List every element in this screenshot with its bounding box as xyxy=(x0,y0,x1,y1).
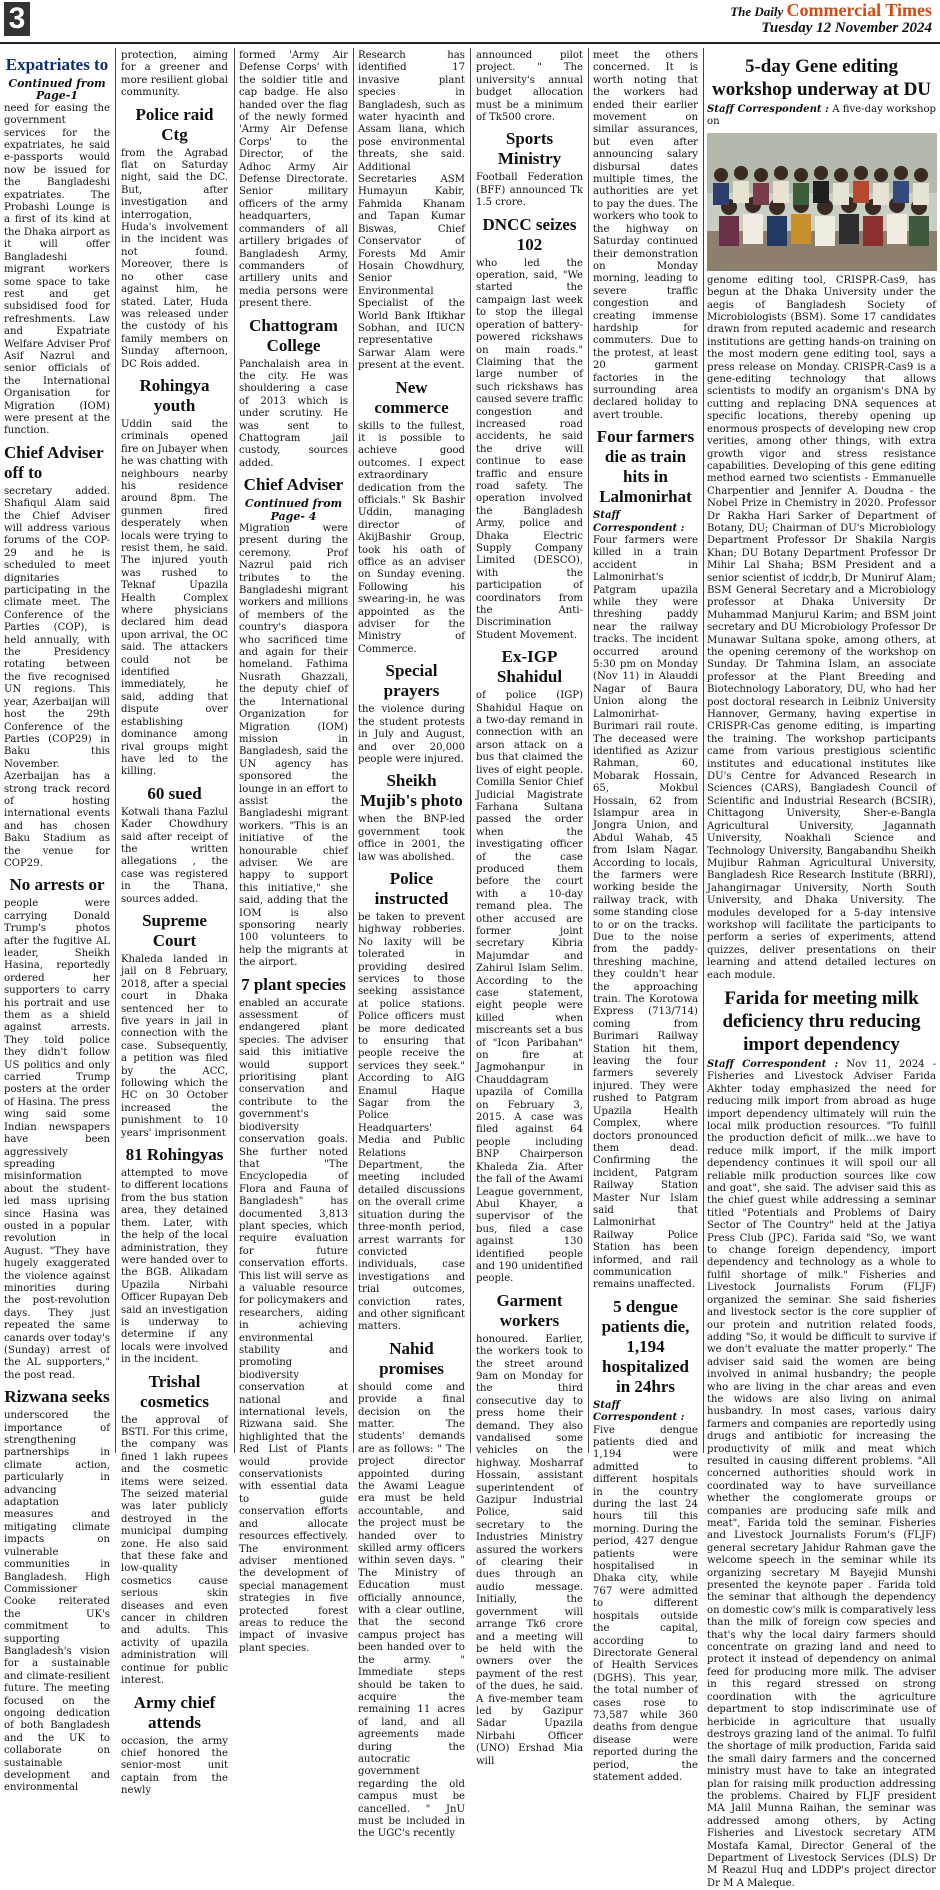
article-text: Migration were present during the ceremony. Prof Nazrul paid rich tributes to the Bangladeshi migrant workers and millions of members of the country's diaspora who sacrificed time and again for their homeland. Fathima Nusrath Ghazzali, the deputy chief of the International Organization for Migration (IOM) mission in Bangladesh, said the UN agency has sponsored the lounge in an effort to assist the Bangladeshi migrant workers. "This is an initiative of the honourable chief adviser. We are happy to support this initiative," she said, adding that the IOM is also sponsoring nearly 100 volunteers to help the migrants at the airport. xyxy=(239,523,348,969)
article-text: skills to the fullest, it is possible to achieve good outcomes. I expect extraordinary dedication from the officials." Sk Bashir Uddin, managing director of AkijBashir Group, took his oath of office as an adviser on Sunday evening. Following his swearing-in, he was appointed as the adviser for the Ministry of Commerce. xyxy=(358,420,465,655)
article-text: Nov 11, 2024 - Fisheries and Livestock Adviser Farida Akhter today emphasized the need for reducing milk import from abroad as huge import dependency ultimately will ruin the local milk production resources. "To fulfill the production deficit of milk…we have to reduce milk import, if the milk import dependency continues it will spoil our all reliable milk production sources like cow and goat", she said. The adviser said this as the chief guest while addressing a seminar titled "Potentials and Problems of Dairy Sector of The Country" held at the Jatiya Press Club (JPC). Farida said "So, we want to change foreign dependency, import dependency and technology as a whole to fulfil shortage of milk." Fisheries and Livestock Journalists Forum (FLJF) organized the seminar. She said fisheries and livestock sector is the core supplier of our protein and nutrition related foods, adding "So, it would be difficult to survive if we don't evaluate the matter properly." The adviser said said the women are being involved in animal husbandry; the people who are living in the char areas and even the widows are also living on animal husbandry. In most cases, various dairy farmers and companies are reportedly using drugs and antibiotic for increasing the productivity of milk and meat which resulted in causing different problems. "All concerned authorities should work in coordinated way to have surveillance whether the conglomerate groups or companies are producing safe milk and meat", Farida told the seminar. Fisheries and Livestock Journalists Forum's (FLJF) general secretary Jahidur Rahman gave the welcome speech in the seminar while its organizing secretary M Bayejid Munshi presented the keynote paper . Farida told the seminar that although the dependency on domestic cow's milk is comparatively less than the milk of foreign cow species and that's why the local dairy farmers should concentrate on grazing land and need to protect it instead of dependency on animal feed for producing more milk. The adviser in this regard stressed on strong coordination with the agriculture department to stop indiscriminate use of herbicide in agriculture that usually destroys grazing land of the animal. To fulfil the shortage of milk production, Farida said the small dairy farmers and the concerned ministry must have to take an integrated plan for raising milk production addressing the problems. Chaired by FLJF president MA Jalil Munna Raihan, the seminar was addressed among others, by Acting Fisheries and Livestock secretary ATM Mostafa Kamal, Director General of the Department of Livestock Services (DLS) Dr M Reazul Huq and LDDP's project director Dr M A Maleque. xyxy=(707,1058,937,1889)
headline-four-farmers-die[interactable]: Four farmers die as train hits in Lalmonirhat xyxy=(596,427,695,507)
headline-rohingya-youth[interactable]: Rohingya youth xyxy=(139,375,210,415)
headline-dengue-patients[interactable]: 5 dengue patients die, 1,194 hospitalized in 24hrs xyxy=(601,1296,690,1396)
brand-the-daily: The Daily xyxy=(730,4,784,19)
article-text: honoured. Earlier, the workers took to the street around 9am on Monday for the third consecutive day to press home their demand. They also vandalised some vehicles on the highway. Mosharraf Hossain, assistant superintendent of Gazipur Industrial Police, said secretary to the Industries Ministry assured the workers of clearing their dues through an audio message. Initially, the government will arrange Tk6 crore and a meeting will be held with the owners over the payment of the rest of the dues, he said. A five-member team led by Gazipur Sadar Upazila Nirbahi Officer (UNO) Ershad Mia will xyxy=(476,1333,583,1767)
article-text: attempted to move to different locations from the bus station area, they detained them. Later, with the help of the local administration, they were handed over to the BGB. Alikadam Upazila Nirbahi Officer Rupayan Deb said an investigation is underway to determine if any locals were involved in the incident. xyxy=(121,1168,228,1366)
headline-army-chief-attends[interactable]: Army chief attends xyxy=(133,1692,216,1732)
article-text: of police (IGP) Shahidul Haque on a two-day remand in connection with an arson attack on a bus that claimed the lives of eight people. Comilla Senior Chief Judicial Magistrate Farhana Sultana passed the order when the investigating officer of the case produced them before the court with a 10-day remand plea. The other accused are former joint secretary Kibria Majumdar and Zahirul Islam Selim. According to the case statement, eight people were killed when miscreants set a bus of "Icon Paribahan" on fire at Jagmohanpur in Chauddagram upazila of Comilla on February 3, 2015. A case was filed against 64 people including BNP Chairperson Khaleda Zia. After the fall of the Awami League government, Abul Khayer, a supervisor of the bus, filed a case against 130 identified people and 190 unidentified people. xyxy=(476,690,583,1285)
article-text: Panchalaish area in the city. He was shouldering a case of 2013 which is under scrutiny. He was sent to Chattogram jail custody, sources added. xyxy=(239,358,348,469)
headline-chief-adviser[interactable]: Chief Adviser xyxy=(243,475,344,495)
column-7 xyxy=(707,50,937,1889)
article-text: from the Agrabad flat on Saturday night, said the DC. But, after investigation and interrogation, Huda's involvement in the incident was not found. Moreover, there is no other case against him, he stated. Later, Huda was released under the custody of his family members on Sunday afternoon, DC Rois added. xyxy=(121,147,228,370)
continued-note: Continued from Page- 4 xyxy=(244,497,343,523)
article-text: Khaleda landed in jail on 8 February, 2018, after a special court in Dhaka sentenced her to five years in jail in connection with the case. Subsequently, a petition was filed by the ACC, following which the HC on 30 October increased the punishment to 10 years' imprisonment xyxy=(121,953,228,1139)
headline-ex-igp-shahidul[interactable]: Ex-IGP Shahidul xyxy=(496,647,563,687)
article-text: Kotwali thana Fazlul Kader Chowdhury said after receipt of the written allegations , the case was registered in the Thana, sources added. xyxy=(121,806,228,905)
newspaper-brand xyxy=(730,0,932,21)
article-text: need for easing the government services for the expatriates, he said e-passports would now be issued for the Bangladeshi expatriates. The Probashi Lounge is a first of its kind at the Dhaka airport as it will offer Bangladeshi migrant workers some space to take rest and get subsidised food for refreshments. Law and Expatriate Welfare Adviser Prof Asif Nazrul and senior officials of the International Organisation for Migration (IOM) were present at the function. xyxy=(4,102,110,437)
column-1 xyxy=(4,50,110,1794)
page-number: 3 xyxy=(4,2,30,36)
headline-81-rohingyas[interactable]: 81 Rohingyas xyxy=(125,1145,224,1165)
brand-commercial-times: Commercial Times xyxy=(786,0,932,20)
article-text: protection, aiming for a greener and more resilient global community. xyxy=(121,50,228,99)
headline-special-prayers[interactable]: Special prayers xyxy=(383,661,440,701)
article-text: Four farmers were killed in a train accident in Lalmonirhat's Patgram upazila while they were threshing paddy near the railway tracks. The incident occurred around 5:30 pm on Monday (Nov 11) in Alauddi Nagar of Baura Union along the Lalmonirhat-Burimari rail route. The deceased were identified as Azizur Rahman, 60, Mobarak Hossain, 65, Mokbul Hossain, 62 from Islampur area in Jongra Union, and Abdul Wahab, 45 from Islam Nagar. According to locals, the farmers were working beside the railway track, with some standing close to or on the tracks. Due to the noise from the paddy-threshing machine, they couldn't hear the approaching train. The Korotowa Express (713/714) coming from Burimari Railway Station hit them, leaving the four farmers severely injured. They were rushed to Patgram Upazila Health Complex, where doctors pronounced them dead. Confirming the incident, Patgram Railway Station Master Nur Islam said that Lalmonirhat Railway Police Station has been informed, and rail communication remains unaffected. xyxy=(593,535,698,1291)
masthead xyxy=(0,0,940,44)
article-text: when the BNP-led government took office in 2001, the law was abolished. xyxy=(358,814,465,863)
issue-date: Tuesday 12 November 2024 xyxy=(761,20,932,36)
byline: Staff Correspondent : xyxy=(593,510,685,534)
headline-farida-milk-deficiency[interactable]: Farida for meeting milk deficiency thru reducing import dependency xyxy=(722,987,921,1055)
column-3 xyxy=(239,50,348,1654)
headline-no-arrests[interactable]: No arrests or xyxy=(9,875,105,895)
article-text: formed 'Army Air Defense Corps' with the soldier title and cap badge. He also handed over the flag of the newly formed 'Army Air Defense Corps' to the Director, of the Adhoc Army Air Defense Directorate. Senior military officers of the army headquarters, commanders of all artillery brigades of Bangladesh Army, commanders of artillery units and media persons were present there. xyxy=(239,50,348,310)
headline-sheikh-mujibs-photo[interactable]: Sheikh Mujib's photo xyxy=(360,771,463,811)
headline-new-commerce[interactable]: New commerce xyxy=(374,377,449,417)
article-text: meet the others concerned. It is worth noting that the workers had ended their earlier movement on similar assurances, but even after announcing salary disbursal dates multiple times, the authorities are yet to pay the dues. The workers who took to the highway on Saturday continued their demonstration on Monday morning, leading to severe traffic congestion and creating immense hardship for commuters. Due to the protest, at least 20 garment factories in the surrounding area declared holiday to avert trouble. xyxy=(593,50,698,421)
article-text: should come and provide a final decision on the matter. The students' demands are as follows: " The project director appointed during the Awami League era must be held accountable, and the project must be handed over to skilled army officers within seven days. " The Ministry of Education must officially announce, with a clear outline, that the second campus project has been handed over to the army. " Immediate steps should be taken to acquire the remaining 11 acres of land, and all agreements made during the autocratic government regarding the old campus must be cancelled. " JnU must be included in the UGC's recently xyxy=(358,1381,465,1840)
workshop-group-photo[interactable] xyxy=(707,133,937,271)
column-4 xyxy=(358,50,465,1840)
article-text: enabled an accurate assessment of endangered plant species. The adviser said this initiative would support prioritising plant conservation and contribute to the government's biodiversity conservation goals. She further noted that "The Encyclopedia of Flora and Fauna of Bangladesh" has documented 3,813 plant species, which require evaluation for future conservation efforts. This list will serve as a valuable resource for policymakers and researchers, aiding in achieving environmental stability and promoting biodiversity conservation at national and international levels, Rizwana said. She highlighted that the Red List of Plants would provide conservationists with essential data to guide conservation efforts and allocate resources effectively. The environment adviser mentioned the development of special management strategies in five protected forest areas to reduce the impact of invasive plant species. xyxy=(239,997,348,1654)
article-text: Football Federation (BFF) announced Tk 1.5 crore. xyxy=(476,172,583,209)
headline-garment-workers[interactable]: Garment workers xyxy=(496,1290,563,1330)
headline-60-sued[interactable]: 60 sued xyxy=(147,783,202,803)
byline: Staff Correspondent : xyxy=(707,1058,839,1070)
article-text: Uddin said the criminals opened fire on Jubayer when he was chatting with neighbours nearby his residence around 8pm. The gunmen fired desperately when locals were trying to resist them, he said. The injured youth was rushed to Teknaf Upazila Health Complex where physicians declared him dead upon arrival, the OC said. The attackers could not be identified immediately, he said, adding that dispute over establishing dominance among rival groups might have led to the killing. xyxy=(121,418,228,778)
article-text: the approval of BSTI. For this crime, the company was fined 1 lakh rupees and the cosmetic items were seized. The seized material was later publicly destroyed in the municipal dumping zone. He also said that these fake and low-quality cosmetics cause serious skin diseases and even cancer in children and adults. This activity of upazila administration will continue for public interest. xyxy=(121,1414,228,1687)
headline-dncc-seizes[interactable]: DNCC seizes 102 xyxy=(482,214,577,254)
byline: Staff Correspondent : xyxy=(707,104,829,115)
article-text: secretary added. Shafiqul Alam said the Chief Adviser will address various forums of the COP-29 and he is scheduled to meet dignitaries participating in the climate meet. The Conference of the Parties (COP), is held annually, with the Presidency rotating between the five recognised UN regions. This year, Azerbaijan will host the 29th Conference of the Parties (COP29) in Baku this November. Azerbaijan has a strong track record of hosting international events and has chosen Baku Stadium as the venue for COP29. xyxy=(4,485,110,869)
byline: Staff Correspondent : xyxy=(593,1399,685,1424)
group-photo-image xyxy=(707,133,937,271)
article-text: who led the operation, said, "We started the campaign last week to stop the illegal operation of battery-powered rickshaws on main roads." Claiming that the large number of such rickshaws has caused severe traffic congestion and increased road accidents, he said the drive will continue to ease traffic and ensure road safety. The operation involved the Bangladesh Army, police and Dhaka Electric Supply Company Limited (DESCO), with the participation of coordinators from the Anti-Discrimination Student Movement. xyxy=(476,257,583,641)
headline-supreme-court[interactable]: Supreme Court xyxy=(142,910,207,950)
article-text: A five-day workshop on xyxy=(707,104,936,128)
column-6 xyxy=(593,50,698,1783)
headline-chief-adviser-off[interactable]: Chief Adviser off to xyxy=(4,442,104,482)
headline-police-instructed[interactable]: Police instructed xyxy=(374,868,449,908)
article-text: the violence during the student protests in July and August, and over 20,000 people were injured. xyxy=(358,704,465,765)
article-text: Research has identified 17 invasive plant species in Bangladesh, such as water hyacinth and Assam liana, which pose environmental threats, she said. Additional Secretaries ASM Humayun Kabir, Fahmida Khanam and Tapan Kumar Biswas, Chief Conservator of Forests Md Amir Hosain Chowdhury, Senior Environmental Specialist of the World Bank Iftikhar Sobhan, and IUCN representative Sarwar Alam were present at the event. xyxy=(358,50,465,372)
headline-nahid-promises[interactable]: Nahid promises xyxy=(379,1338,444,1378)
column-5 xyxy=(476,50,583,1767)
headline-sports-ministry[interactable]: Sports Ministry xyxy=(497,129,562,169)
article-text: genome editing tool, CRISPR-Cas9, has begun at the Dhaka University under the aegis of Bangladesh Society of Microbiologists (BSM). Some 17 candidates drawn from reputed academic and research institutions are getting hands-on training on the most modern gene editing tool, says a press release on Monday. CRISPR-Cas9 is a gene-editing technology that allows scientists to modify an organism's DNA by cutting and replacing DNA sequences at specific locations, thereby opening up enormous prospects of developing new crop verities, among other things, with extra growth vigor and stress resistance capabilities. Developing of this gene editing method earned two scientists - Emmanuelle Charpentier and Jennifer A. Doudna - the Nobel Prize in Chemistry in 2020. Professor Dr Rakha Hari Sarker of Department of Botany, DU; Chairman of DU's Microbiology Department Professor Dr Shakila Nargis Khan; DU Botany Department Professor Dr Mihir Lal Shaha; BSM President and a senior scientist of icddr,b, Dr Muniruf Alam; BSM General Secretary and a Microbiology professor at Dhaka University Dr Muhammad Manjurul Karim; and BSM joint secretary and DU Microbiology Professor Dr Munawar Sultana spoke, among others, at the opening ceremony of the workshop on Sunday. Dr Tahmina Islam, an associate professor at the Plant Breeding and Biotechnology Laboratory, DU, who had her post doctoral research in Leibniz University Hannover, Germany, having expertise in CRISPR-Cas genome editing, is imparting the training. The workshop participants came from various prestigious scientific institutes and educational institutes like DU's Centre for Advanced Research in Sciences (CARS), Bangladesh Council of Scientific and Industrial Research (BCSIR), Chittagong University, Sher-e-Bangla Agricultural University, Jagannath University, Noakhali Science and Technology University, Bangabandhu Sheikh Mujibur Rahman Agricultural University, Bangladesh Rice Research Institute (BRRI), Jahangirnagar University, North South University, and Dhaka University. The modules developed for a 5-day intensive workshop will facilitate the participants to perform a series of experiments, attend quizzes, deliver presentations on their learning and attend detailed lectures on each module. xyxy=(707,274,936,981)
headline-gene-editing-workshop[interactable]: 5-day Gene editing workshop underway at DU xyxy=(711,56,932,100)
continued-note: Continued from Page-1 xyxy=(8,77,106,103)
article-text: announced pilot project. " The university's annual budget allocation must be a minimum of Tk500 crore. xyxy=(476,50,583,124)
article-text: underscored the importance of strengthening partnerships in climate action, particularly in advancing adaptation measures and mitigating climate impacts on vulnerable communities in Bangladesh. High Commissioner Cooke reiterated the UK's commitment to supporting Bangladesh's vision for a sustainable and climate-resilient future. The meeting focused on the ongoing dedication of both Bangladesh and the UK to collaborate on sustainable development and environmental xyxy=(4,1410,110,1794)
headline-chattogram-college[interactable]: Chattogram College xyxy=(249,315,338,355)
headline-trishal-cosmetics[interactable]: Trishal cosmetics xyxy=(140,1371,209,1411)
headline-7-plant-species[interactable]: 7 plant species xyxy=(241,974,346,994)
article-text: occasion, the army chief honored the senior-most unit captain from the newly xyxy=(121,1735,228,1797)
headline-police-raid-ctg[interactable]: Police raid Ctg xyxy=(135,104,214,144)
headline-expatriates[interactable]: Expatriates to xyxy=(5,55,109,74)
article-text: be taken to prevent highway robberies. No laxity will be tolerated in providing desired services to those seeking assistance at police stations. Police officers must be more dedicated to ensuring that people receive the services they seek." According to AIG Enamul Haque Sagar from the Police Headquarters' Media and Public Relations Department, the meeting included detailed discussions on the overall crime situation during the three-month period, arrest warrants for convicted individuals, case investigations and trial outcomes, conviction rates, and other significant matters. xyxy=(358,911,465,1333)
article-text: people were carrying Donald Trump's photos after the fugitive AL leader, Sheikh Hasina, reportedly ordered her supporters to carry his portrait and use them as a shield against arrests. They told police they didn't follow US politics and only carried Trump posters at the order of Hasina. The press wing said some Indian newspapers have been aggressively spreading misinformation about the student-led mass uprising since Hasina was ousted in a popular revolution in August. "They have hugely exaggerated the violence against minorities during the post-revolution days. They just repeated the same canards over today's (Sunday) arrest of the AL supporters," the post read. xyxy=(4,898,110,1381)
article-text: Five dengue patients died and 1,194 were admitted to different hospitals in the country during the last 24 hours till this morning. During the period, 427 dengue patients were hospitalised in Dhaka city, while 767 were admitted to different hospitals outside the capital, according to Directorate General of Health Services (DGHS). This year, the total number of cases rose to 73,587 while 360 deaths from dengue disease were reported during the period, the statement added. xyxy=(593,1424,698,1783)
column-2 xyxy=(121,50,228,1797)
headline-rizwana-seeks[interactable]: Rizwana seeks xyxy=(4,1387,110,1407)
